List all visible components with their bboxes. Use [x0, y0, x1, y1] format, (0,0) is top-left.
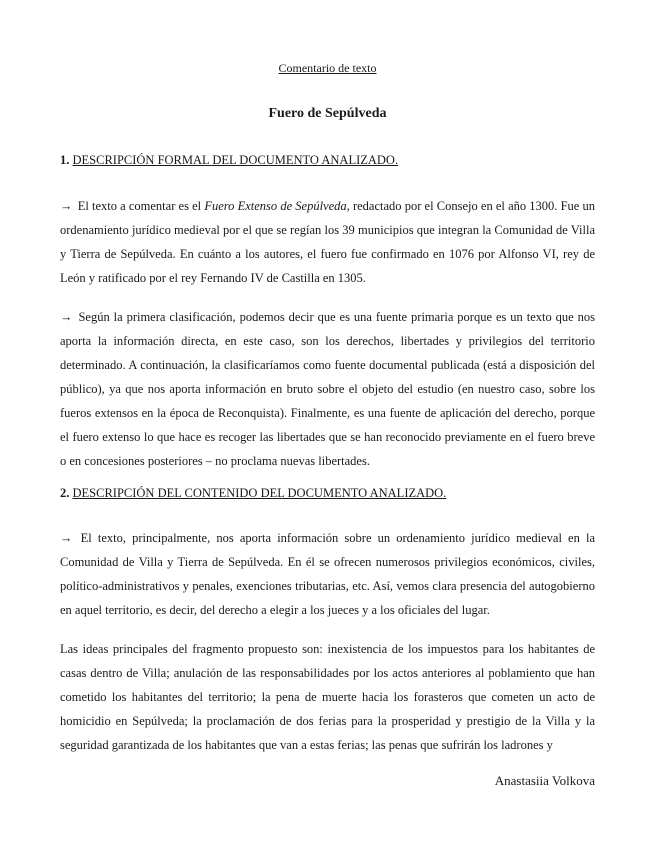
section-number: 1.: [60, 153, 70, 167]
arrow-icon: →: [60, 199, 73, 213]
paragraph-classification: [60, 305, 595, 473]
paragraph-main-ideas: [60, 637, 595, 757]
document-label: Comentario de texto: [278, 61, 377, 75]
paragraph-text: Según la primera clasificación, podemos decir que es una fuente primaria porque es un texto que nos aporta la información directa, en este caso, son los derechos, libertades y privilegios del territorio determinado. A continuación, la clasificaríamos como fuente documental publicada (está a disposición del público), ya que nos aporta información en bruto sobre el objeto del estudio (en nuestro caso, sobre los fueros extensos en la época de Reconquista). Finalmente, es una fuente de aplicación del derecho, porque el fuero extenso lo que hace es recoger las libertades que se han reconocido previamente en el fuero breve o en concesiones posteriores – no proclama nuevas libertades.: [60, 310, 595, 468]
paragraph-italic-title: Fuero Extenso de Sepúlveda: [204, 199, 347, 213]
paragraph-text: Las ideas principales del fragmento propuesto son: inexistencia de los impuestos para los habitantes de casas dentro de Villa; anulación de las responsabilidades por los actos anteriores al poblamiento que han cometido los habitantes del territorio; la pena de muerte hacia los forasteros que cometen un acto de homicidio en Sepúlveda; la proclamación de dos ferias para la prosperidad y prestigio de la Villa y la seguridad garantizada de los habitantes que van a estas ferias; las penas que sufrirán los ladrones y: [60, 642, 595, 752]
paragraph-text: El texto a comentar es el: [77, 199, 205, 213]
section-heading-text: DESCRIPCIÓN DEL CONTENIDO DEL DOCUMENTO ANALIZADO.: [72, 486, 447, 500]
section-heading-text: DESCRIPCIÓN FORMAL DEL DOCUMENTO ANALIZADO.: [72, 153, 399, 167]
section-number: 2.: [60, 486, 70, 500]
section-heading-1: [60, 153, 398, 168]
author-name: Anastasiia Volkova: [494, 773, 595, 788]
paragraph-text: El texto, principalmente, nos aporta información sobre un ordenamiento jurídico medieval en la Comunidad de Villa y Tierra de Sepúlveda. En él se ofrecen numerosos privilegios económicos, civiles, político-administrativos y penales, exenciones tributarias, etc. Así, vemos clara presencia del autogobierno en aquel territorio, es decir, del derecho a elegir a los jueces y a los oficiales del lugar.: [60, 531, 596, 617]
paragraph-text: , redactado por el Consejo en el año 1300. Fue un ordenamiento jurídico medieval por el que se regían los 39 municipios que integran la Comunidad de Villa y Tierra de Sepúlveda. En cuánto a los autores, el fuero fue confirmado en 1076 por Alfonso VI, rey de León y ratificado por el rey Fernando IV de Castilla en 1305.: [60, 199, 596, 285]
arrow-icon: →: [60, 531, 73, 545]
document-title: Fuero de Sepúlveda: [268, 106, 387, 121]
paragraph-formal-description: [60, 194, 595, 290]
section-heading-2: [60, 486, 446, 501]
paragraph-content-description: [60, 526, 595, 622]
arrow-icon: →: [60, 310, 73, 324]
